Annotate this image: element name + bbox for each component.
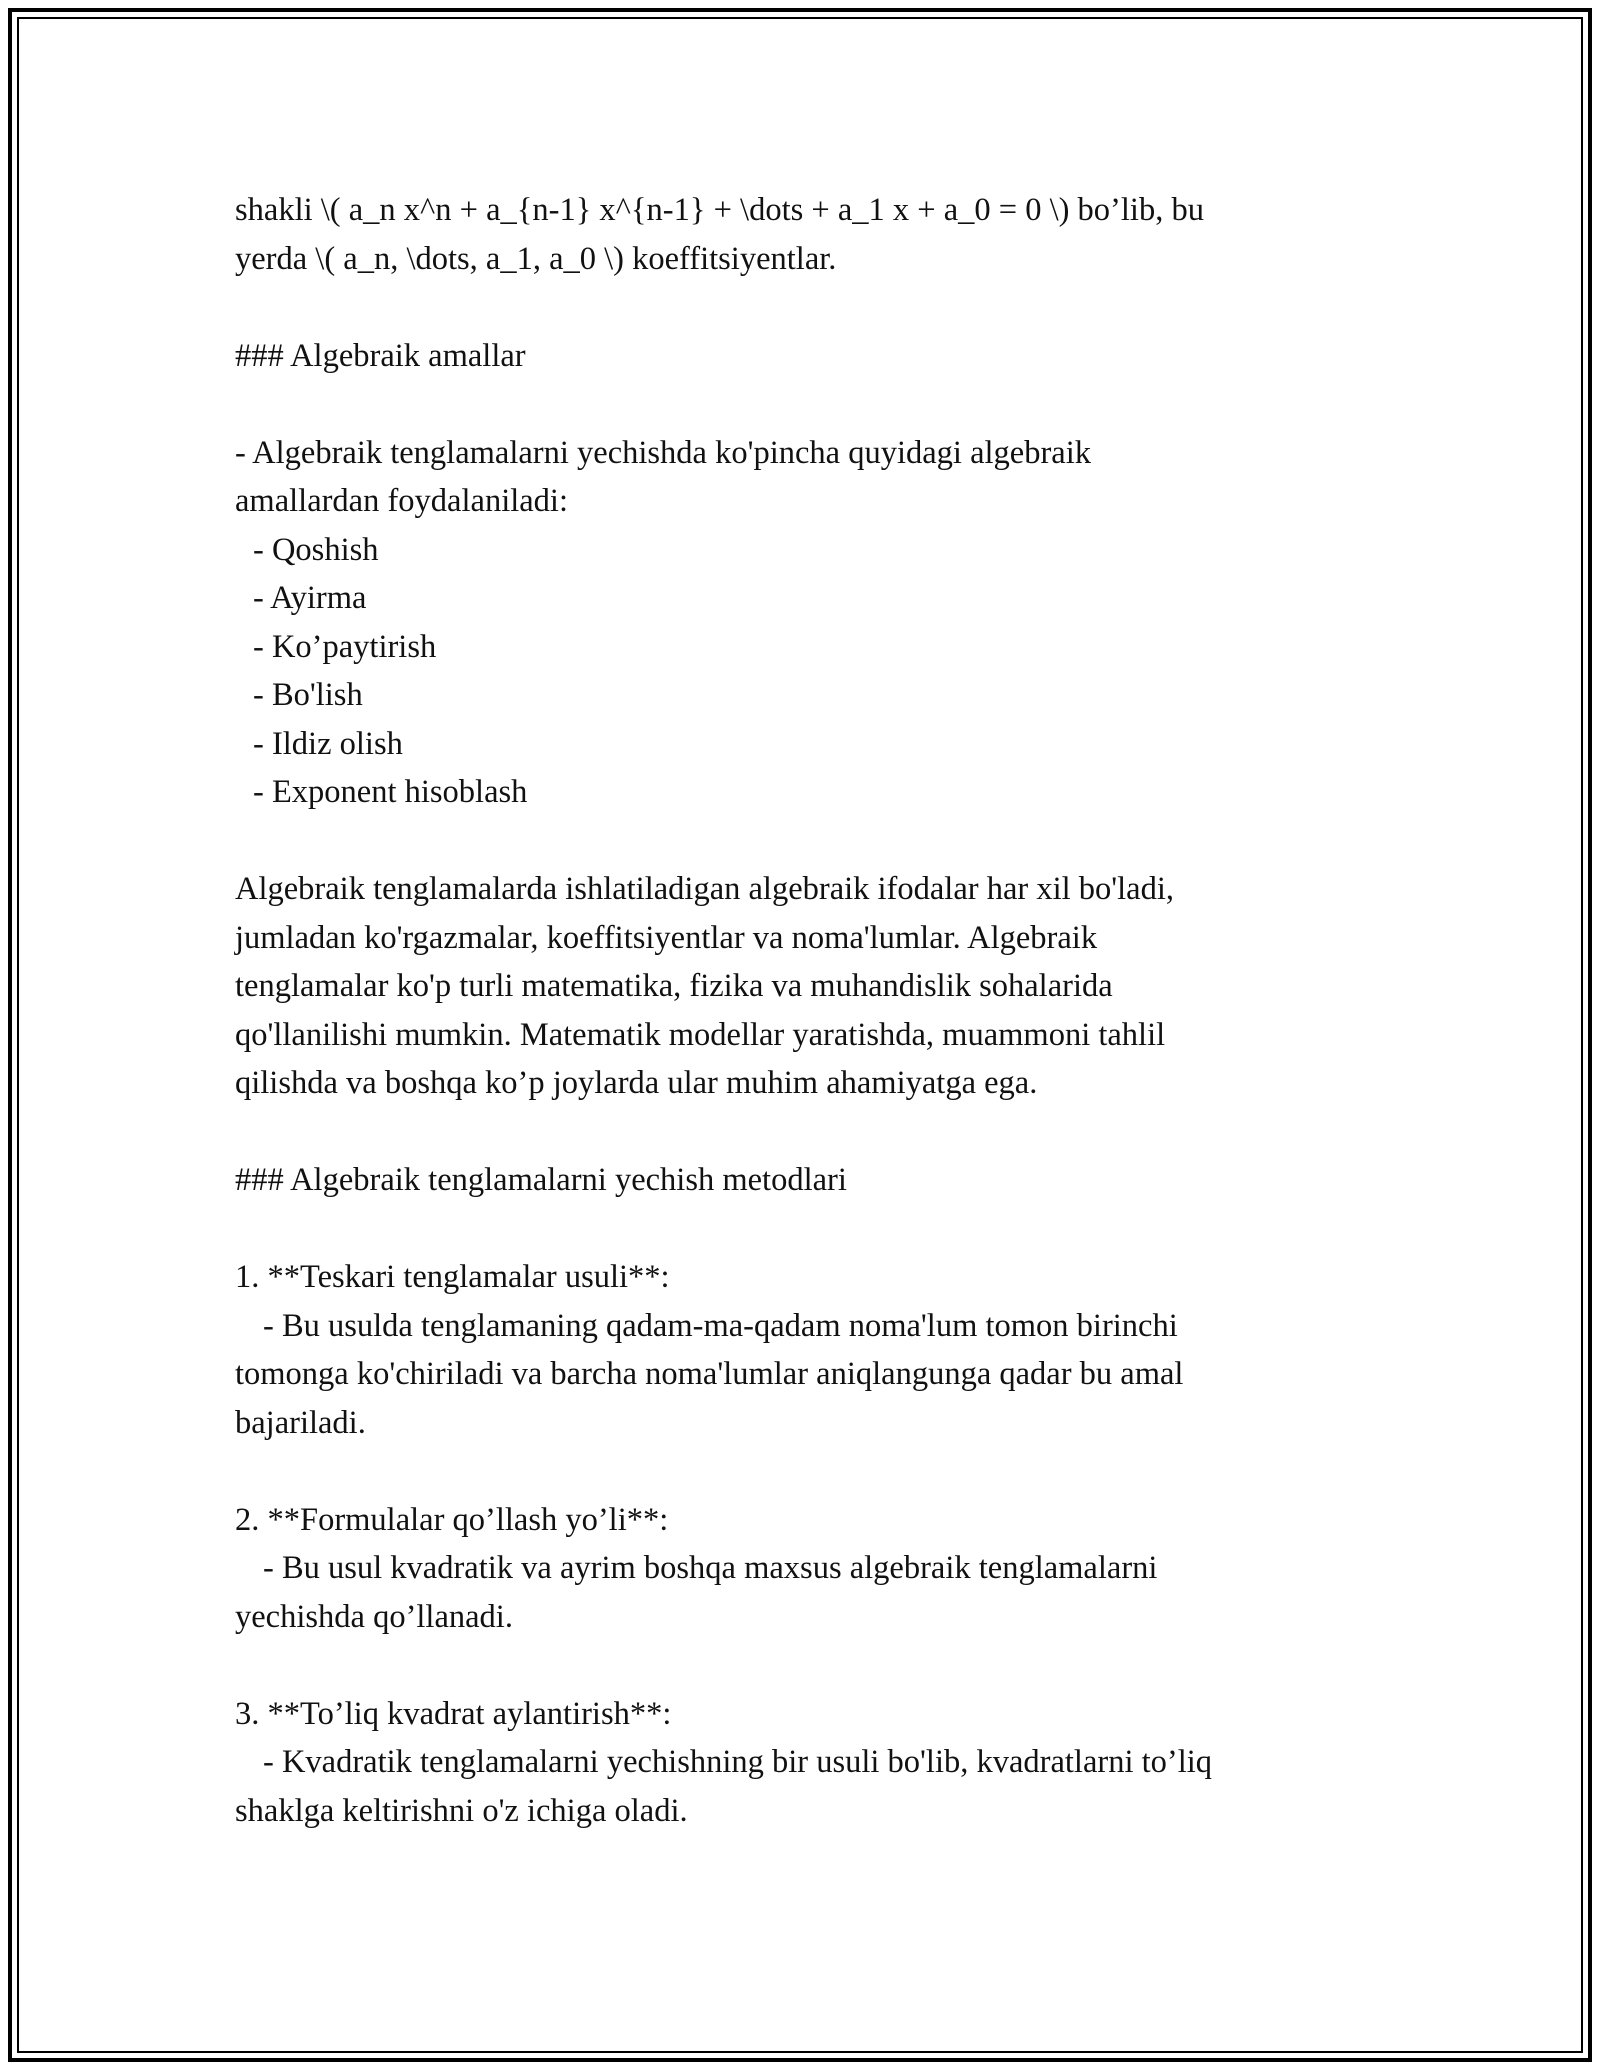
- list-intro-line: - Algebraik tenglamalarni yechishda ko'pincha quyidagi algebraik: [235, 434, 1091, 471]
- method-item: [235, 1690, 1385, 1836]
- method-text-line: yechishda qo’llanadi.: [235, 1598, 513, 1635]
- method-text-line: tomonga ko'chiriladi va barcha noma'lumlar aniqlangunga qadar bu amal: [235, 1356, 1184, 1392]
- method-title: 3. **To’liq kvadrat aylantirish**:: [235, 1695, 672, 1732]
- method-text-line: bajariladi.: [235, 1404, 366, 1441]
- method-title: 1. **Teskari tenglamalar usuli**:: [235, 1259, 670, 1295]
- method-text-line: - Bu usulda tenglamaning qadam-ma-qadam noma'lum tomon birinchi: [263, 1307, 1178, 1344]
- list-item: - Qoshish: [253, 531, 379, 568]
- method-title: 2. **Formulalar qo’llash yo’li**:: [235, 1501, 669, 1538]
- section-heading-amallar: ### Algebraik amallar: [235, 337, 526, 374]
- list-item: - Bo'lish: [253, 677, 363, 713]
- amallar-list: [235, 429, 1385, 817]
- list-intro-line: amallardan foydalaniladi:: [235, 483, 568, 519]
- method-text-line: - Bu usul kvadratik va ayrim boshqa maxsus algebraik tenglamalarni: [263, 1550, 1158, 1586]
- text-line: Algebraik tenglamalarda ishlatiladigan algebraik ifodalar har xil bo'ladi,: [235, 871, 1174, 907]
- list-item: - Ko’paytirish: [253, 628, 437, 665]
- method-item: [235, 1496, 1385, 1642]
- text-line: qo'llanilishi mumkin. Matematik modellar yaratishda, muammoni tahlil: [235, 1016, 1166, 1053]
- method-text-line: - Kvadratik tenglamalarni yechishning bir usuli bo'lib, kvadratlarni to’liq: [263, 1744, 1213, 1780]
- text-line: qilishda va boshqa ko’p joylarda ular muhim ahamiyatga ega.: [235, 1065, 1038, 1101]
- method-text-line: shaklga keltirishni o'z ichiga oladi.: [235, 1792, 688, 1829]
- text-line: tenglamalar ko'p turli matematika, fizika va muhandislik sohalarida: [235, 968, 1113, 1004]
- document-body: [235, 186, 1385, 1835]
- section-heading-metodlar: ### Algebraik tenglamalarni yechish metodlari: [235, 1162, 847, 1198]
- text-line: jumladan ko'rgazmalar, koeffitsiyentlar va noma'lumlar. Algebraik: [235, 919, 1098, 956]
- ifodalar-paragraph: [235, 865, 1385, 1108]
- list-item: - Exponent hisoblash: [253, 774, 528, 810]
- method-item: [235, 1253, 1385, 1447]
- intro-paragraph: [235, 186, 1385, 283]
- text-line: yerda \( a_n, \dots, a_1, a_0 \) koeffitsiyentlar.: [235, 240, 837, 277]
- list-item: - Ayirma: [253, 580, 367, 616]
- list-item: - Ildiz olish: [253, 725, 403, 762]
- text-line: shakli \( a_n x^n + a_{n-1} x^{n-1} + \dots + a_1 x + a_0 = 0 \) bo’lib, bu: [235, 192, 1204, 228]
